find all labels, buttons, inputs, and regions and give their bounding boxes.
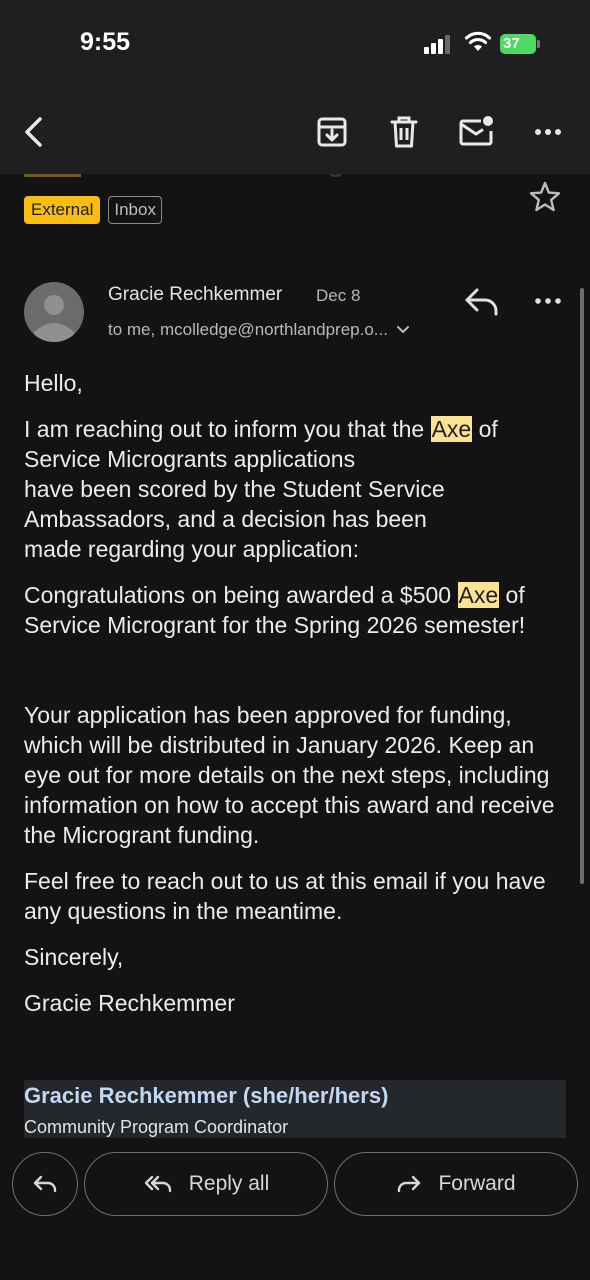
sender-name[interactable]: Gracie Rechkemmer	[108, 284, 283, 305]
chevron-down-icon	[396, 325, 410, 335]
body-paragraph-3: Your application has been approved for funding, which will be distributed in January 2026. Keep an eye out for more details on the next steps, including information on how to accept this award and receive the Microgrant funding.	[24, 702, 555, 848]
sent-date: Dec 8	[316, 286, 361, 305]
greeting: Hello,	[24, 370, 83, 396]
bottom-action-bar	[0, 1138, 590, 1280]
message-more-icon[interactable]	[530, 286, 566, 316]
inbox-label[interactable]: Inbox	[108, 196, 162, 224]
reply-all-icon	[143, 1173, 173, 1195]
top-toolbar	[0, 96, 590, 174]
email-body	[24, 368, 572, 1034]
reply-button[interactable]	[12, 1152, 78, 1216]
chevron-left-icon	[14, 112, 54, 152]
mark-unread-button[interactable]	[456, 112, 496, 152]
trash-icon	[384, 112, 424, 152]
more-horizontal-icon	[528, 112, 568, 152]
delete-button[interactable]	[384, 112, 424, 152]
reply-all-button[interactable]	[84, 1152, 328, 1216]
scrollbar[interactable]	[580, 288, 584, 884]
archive-button[interactable]	[312, 112, 352, 152]
signal-icon	[424, 34, 452, 54]
signature-block	[24, 1080, 566, 1138]
status-time: 9:55	[80, 28, 131, 56]
recipients-toggle[interactable]	[108, 320, 410, 340]
body-paragraph-2: Congratulations on being awarded a $500 Axe of Service Microgrant for the Spring 2026 semester!	[24, 582, 526, 638]
status-bar	[0, 0, 590, 96]
star-icon[interactable]	[528, 180, 562, 214]
closing-name: Gracie Rechkemmer	[24, 990, 235, 1016]
battery-icon	[500, 34, 540, 54]
body-paragraph-1: I am reaching out to inform you that the Axe of Service Microgrants applications have been scored by the Student Service Ambassadors, and a decision has been made regarding your application:	[24, 416, 498, 562]
search-highlight: Axe	[458, 582, 499, 608]
more-options-button[interactable]	[528, 112, 568, 152]
forward-icon	[396, 1173, 422, 1195]
avatar[interactable]	[24, 282, 84, 342]
forward-label: Forward	[438, 1172, 516, 1195]
recipients-text: to me, mcolledge@northlandprep.o...	[108, 320, 388, 339]
reply-icon[interactable]	[462, 284, 502, 318]
body-paragraph-4: Feel free to reach out to us at this email if you have any questions in the meantime.	[24, 868, 546, 924]
mark-unread-icon	[456, 112, 496, 152]
reply-icon	[32, 1173, 58, 1195]
wifi-icon	[464, 31, 492, 53]
person-icon	[24, 282, 84, 342]
label-row	[24, 196, 162, 224]
closing: Sincerely,	[24, 944, 124, 970]
external-label: External	[24, 196, 100, 224]
forward-button[interactable]	[334, 1152, 578, 1216]
battery-level: 37	[500, 34, 536, 54]
reply-all-label: Reply all	[188, 1172, 270, 1195]
signature-title: Community Program Coordinator	[24, 1117, 289, 1137]
archive-icon	[312, 112, 352, 152]
signature-name: Gracie Rechkemmer (she/her/hers)	[24, 1083, 389, 1108]
search-highlight: Axe	[431, 416, 472, 442]
back-button[interactable]	[14, 112, 54, 152]
